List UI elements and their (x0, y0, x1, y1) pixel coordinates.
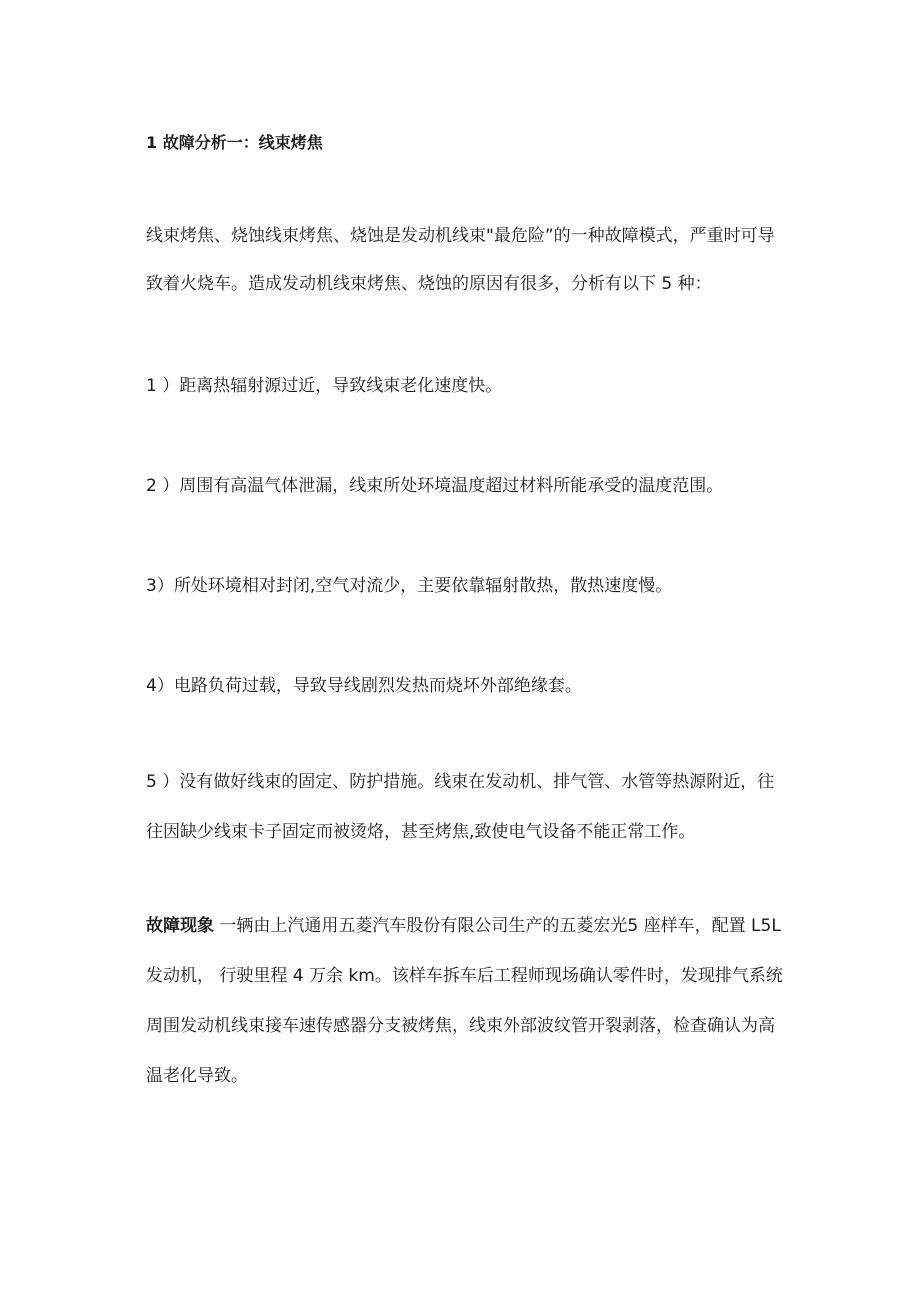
phenomenon-line-1 (146, 914, 786, 938)
intro-line-2: 致着火烧车。造成发动机线束烤焦、烧蚀的原因有很多，分析有以下 5 种： (146, 274, 712, 294)
cause-5-line-2: 往因缺少线束卡子固定而被烫烙，甚至烤焦,致使电气设备不能正常工作。 (146, 822, 696, 842)
cause-1: 1 ）距离热辐射源过近，导致线束老化速度快。 (146, 376, 503, 396)
phenomenon-line-2: 发动机， 行驶里程 4 万余 km。该样车拆车后工程师现场确认零件时，发现排气系统 (146, 966, 783, 986)
cause-5-line-1: 5 ）没有做好线束的固定、防护措施。线束在发动机、排气管、水管等热源附近，往 (146, 772, 775, 792)
phenomenon-text-1: 一辆由上汽通用五菱汽车股份有限公司生产的五菱宏光5 座样车，配置 L5L (214, 916, 781, 936)
cause-2: 2 ）周围有高温气体泄漏，线束所处环境温度超过材料所能承受的温度范围。 (146, 476, 724, 496)
section-heading: 1 故障分析一：线束烤焦 (146, 133, 323, 152)
phenomenon-line-4: 温老化导致。 (146, 1066, 248, 1086)
phenomenon-line-3: 周围发动机线束接车速传感器分支被烤焦，线束外部波纹管开裂剥落，检查确认为高 (146, 1016, 775, 1036)
cause-3: 3）所处环境相对封闭,空气对流少，主要依靠辐射散热，散热速度慢。 (146, 576, 673, 596)
cause-4: 4）电路负荷过载，导致导线剧烈发热而烧坏外部绝缘套。 (146, 676, 582, 696)
intro-line-1: 线束烤焦、烧蚀线束烤焦、烧蚀是发动机线束"最危险”的一种故障模式，严重时可导 (146, 226, 775, 246)
phenomenon-label: 故障现象 (146, 916, 214, 936)
